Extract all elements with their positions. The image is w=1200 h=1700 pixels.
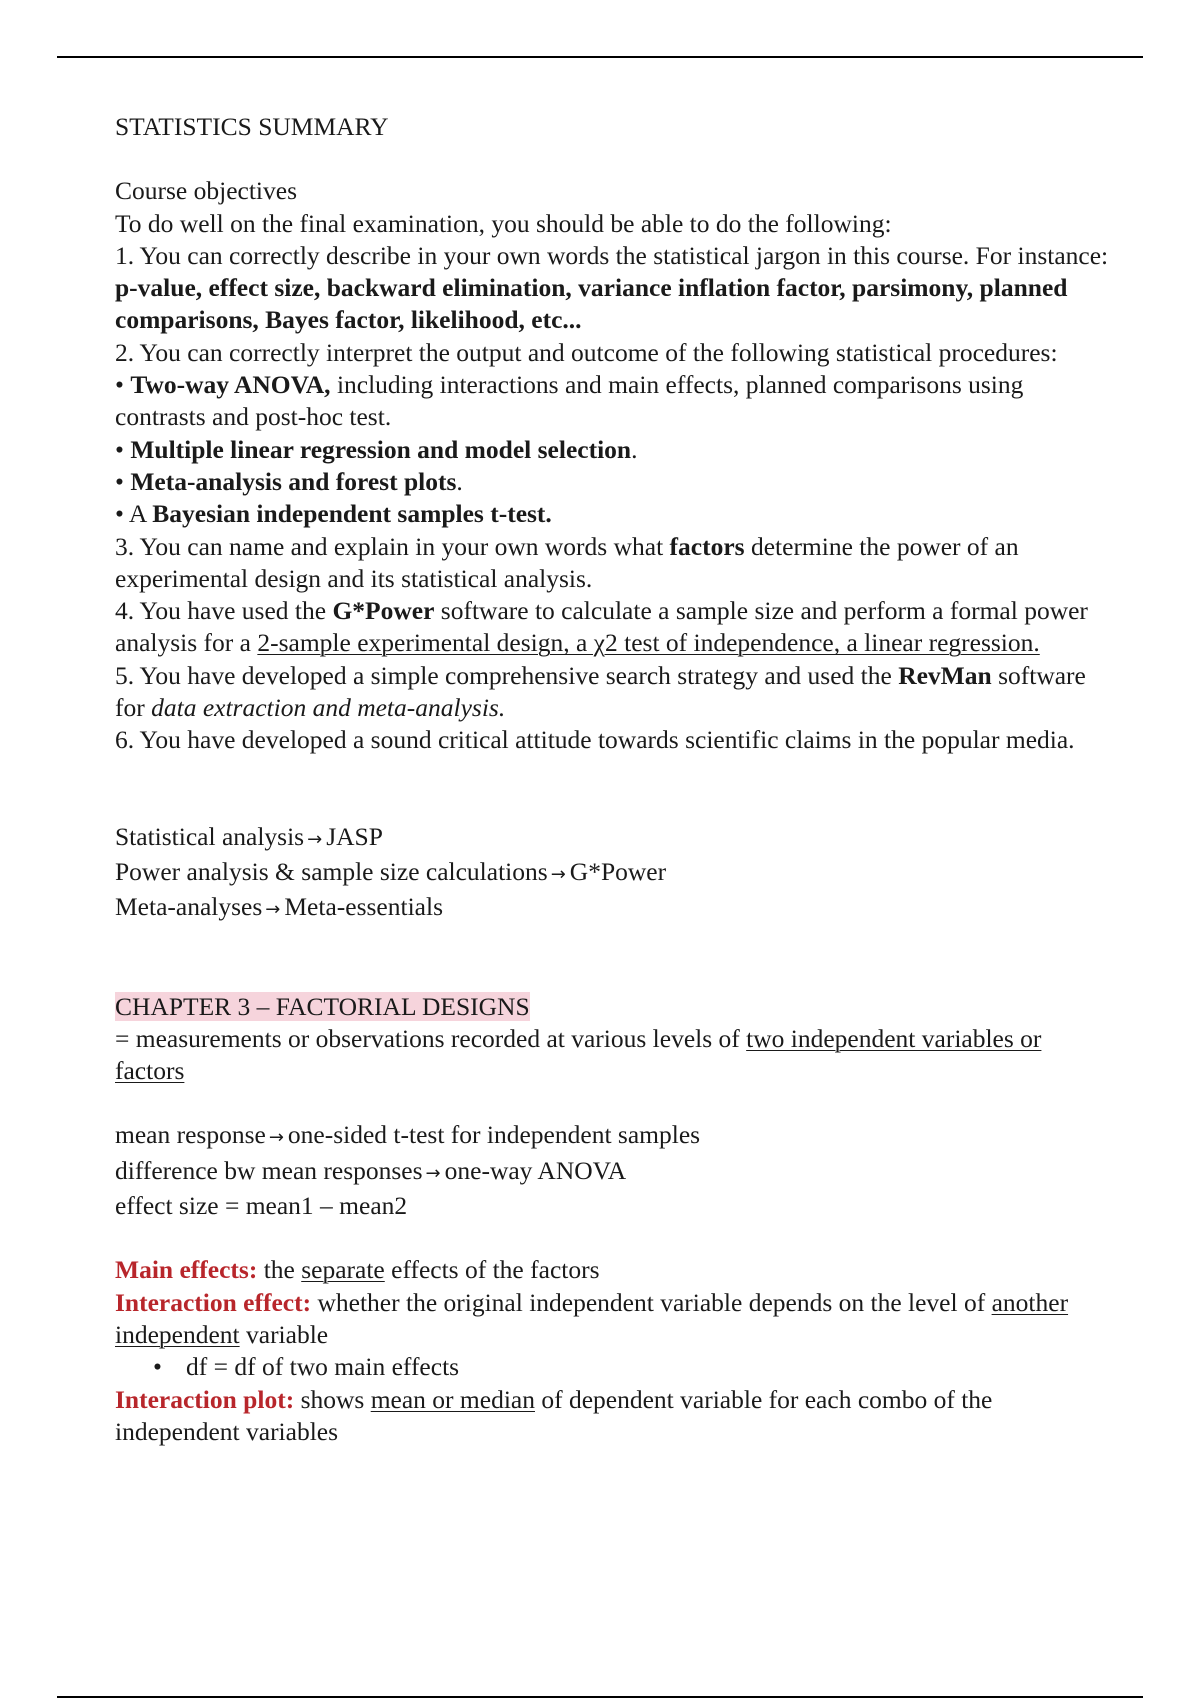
interaction-bullets (115, 1351, 1115, 1383)
tool-line-power-analysis: Power analysis & sample size calculations → G*Power (115, 856, 667, 886)
arrow-right-icon: → (550, 863, 566, 885)
document-body (115, 111, 1115, 1448)
tool-line-meta-analyses: Meta-analyses → Meta-essentials (115, 892, 443, 922)
test-line-difference: difference bw mean responses → one-way ANOVA (115, 1155, 627, 1185)
chapter-definition: = measurements or observations recorded at various levels of two independent variables or factors (115, 1023, 1042, 1086)
main-effects-definition: Main effects: the separate effects of the factors (115, 1255, 600, 1285)
procedure-bullet-meta-analysis: • Meta-analysis and forest plots. (115, 466, 463, 496)
test-line-mean-response: mean response → one-sided t-test for independent samples (115, 1120, 701, 1150)
procedure-bullet-bayesian: • A Bayesian independent samples t-test. (115, 499, 552, 529)
footer-rule (57, 1696, 1143, 1698)
objective-2: 2. You can correctly interpret the output and outcome of the following statistical procedures: (115, 337, 1058, 367)
objective-3: 3. You can name and explain in your own words what factors determine the power of an experimental design and its statistical analysis. (115, 531, 1019, 593)
df-bullet: • df = df of two main effects (115, 1351, 1115, 1383)
objectives-intro: To do well on the final examination, you should be able to do the following: (115, 208, 892, 238)
document-title: STATISTICS SUMMARY (115, 112, 389, 141)
arrow-right-icon: → (307, 828, 323, 850)
objective-4: 4. You have used the G*Power software to calculate a sample size and perform a formal power analysis for a 2-sample experimental design, a χ2 test of independence, a linear regression. (115, 596, 1088, 658)
arrow-right-icon: → (268, 1127, 284, 1149)
objective-1: 1. You can correctly describe in your own words the statistical jargon in this course. For instance: p-value, effect size, backward elimination, variance inflation factor, parsimony, planned comparisons, Bayes factor, likelihood, etc... (115, 240, 1109, 335)
tool-line-statistical-analysis: Statistical analysis → JASP (115, 821, 383, 851)
objective-5: 5. You have developed a simple comprehensive search strategy and used the RevMan software for data extraction and meta-analysis. (115, 660, 1086, 723)
interaction-plot-definition: Interaction plot: shows mean or median of dependent variable for each combo of the independent variables (115, 1384, 993, 1446)
arrow-right-icon: → (265, 899, 281, 921)
effect-size-line: effect size = mean1 – mean2 (115, 1191, 408, 1221)
objective-6: 6. You have developed a sound critical attitude towards scientific claims in the popular media. (115, 725, 1075, 755)
objectives-heading: Course objectives (115, 176, 297, 206)
header-rule (57, 56, 1143, 58)
chapter-heading: CHAPTER 3 – FACTORIAL DESIGNS (115, 991, 530, 1021)
procedure-bullet-anova: • Two-way ANOVA, including interactions and main effects, planned comparisons using contrasts and post-hoc test. (115, 370, 1024, 432)
arrow-right-icon: → (425, 1162, 441, 1184)
procedure-bullet-regression: • Multiple linear regression and model selection. (115, 434, 638, 464)
interaction-effect-definition: Interaction effect: whether the original independent variable depends on the level of another independent variable (115, 1287, 1069, 1349)
